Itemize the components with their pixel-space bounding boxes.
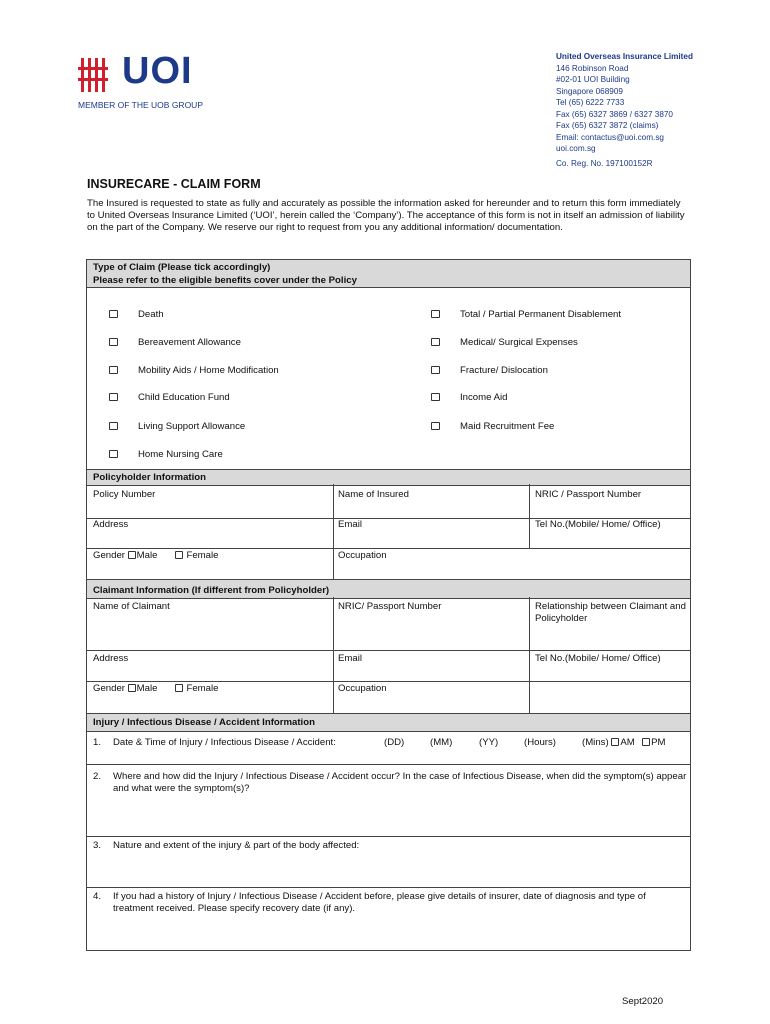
claim-type-heading: Type of Claim (Please tick accordingly) bbox=[93, 262, 271, 273]
policyholder-heading: Policyholder Information bbox=[93, 472, 207, 483]
income-aid-checkbox[interactable] bbox=[431, 393, 440, 401]
claimant-gender-label: Gender bbox=[93, 683, 125, 694]
living-support-checkbox[interactable] bbox=[109, 422, 118, 430]
day-field[interactable]: (DD) bbox=[384, 737, 405, 748]
gender-label: Gender bbox=[93, 550, 125, 561]
q4-label: If you had a history of Injury / Infectious Disease / Accident before, please give details of insurer, date of diagnosis and type of treatment received. Please specify recovery date (if any). bbox=[113, 891, 646, 914]
q3-label: Nature and extent of the injury & part of the body affected: bbox=[113, 840, 360, 851]
injury-heading: Injury / Infectious Disease / Accident Information bbox=[93, 717, 315, 728]
fracture-checkbox[interactable] bbox=[431, 366, 440, 374]
q3-number: 3. bbox=[93, 840, 102, 851]
logo-tagline: MEMBER OF THE UOB GROUP bbox=[78, 100, 203, 110]
claimant-male-checkbox[interactable] bbox=[128, 684, 136, 692]
maid-recruitment-label: Maid Recruitment Fee bbox=[460, 421, 555, 432]
fracture-label: Fracture/ Dislocation bbox=[460, 365, 548, 376]
claimant-gender-field bbox=[93, 683, 218, 695]
company-fax: Fax (65) 6327 3869 / 6327 3870 bbox=[556, 109, 673, 119]
intro-paragraph: The Insured is requested to state as fully and accurately as possible the information asked for hereunder and to return this form immediately to United Overseas Insurance Limited (‘UOI’, herein called the ‘Company’). The acceptance of this form is not in itself an admission of liability on the part of the Company. We reserve our right to request from you any additional information/ documentation. bbox=[87, 198, 685, 234]
claimant-female-checkbox[interactable] bbox=[175, 684, 183, 692]
medical-expenses-label: Medical/ Surgical Expenses bbox=[460, 337, 578, 348]
address-line: #02-01 UOI Building bbox=[556, 75, 630, 84]
death-label: Death bbox=[138, 309, 164, 320]
uoi-logo-mark-icon bbox=[78, 56, 118, 94]
address-field[interactable]: Address bbox=[93, 519, 129, 530]
company-website: uoi.com.sg bbox=[556, 144, 596, 153]
claimant-heading: Claimant Information (If different from Policyholder) bbox=[93, 585, 330, 596]
q1-label: Date & Time of Injury / Infectious Disease / Accident: bbox=[113, 737, 336, 748]
address-line: Singapore 068909 bbox=[556, 86, 623, 96]
q4-number: 4. bbox=[93, 891, 102, 902]
q2-label: Where and how did the Injury / Infectious Disease / Accident occur? In the case of Infectious Disease, when did the symptom(s) appear and what were the symptom(s)? bbox=[113, 771, 687, 794]
form-version: Sept2020 bbox=[622, 996, 664, 1007]
month-field[interactable]: (MM) bbox=[430, 737, 453, 748]
company-fax-claims: Fax (65) 6327 3872 (claims) bbox=[556, 121, 659, 130]
child-education-label: Child Education Fund bbox=[138, 392, 230, 403]
female-checkbox[interactable] bbox=[175, 551, 183, 559]
mins-label[interactable]: (Mins) bbox=[582, 737, 609, 748]
relationship-field[interactable]: Relationship between Claimant and Policyholder bbox=[535, 601, 686, 624]
pm-checkbox[interactable] bbox=[642, 738, 650, 746]
company-tel: Tel (65) 6222 7733 bbox=[556, 98, 625, 107]
female-label: Female bbox=[186, 550, 219, 561]
maid-recruitment-checkbox[interactable] bbox=[431, 422, 440, 430]
permanent-disablement-checkbox[interactable] bbox=[431, 310, 440, 318]
q2-number: 2. bbox=[93, 771, 102, 782]
child-education-checkbox[interactable] bbox=[109, 393, 118, 401]
claimant-occupation-field[interactable]: Occupation bbox=[338, 683, 387, 694]
logo-wordmark: UOI bbox=[122, 50, 193, 92]
mins-field bbox=[582, 737, 665, 749]
home-nursing-label: Home Nursing Care bbox=[138, 449, 223, 460]
income-aid-label: Income Aid bbox=[460, 392, 508, 403]
company-email: Email: contactus@uoi.com.sg bbox=[556, 132, 664, 142]
uoi-logo bbox=[78, 50, 228, 116]
claimant-email-field[interactable]: Email bbox=[338, 653, 362, 664]
living-support-label: Living Support Allowance bbox=[138, 421, 246, 432]
am-checkbox[interactable] bbox=[611, 738, 619, 746]
company-name: United Overseas Insurance Limited bbox=[556, 52, 693, 61]
name-of-insured-field[interactable]: Name of Insured bbox=[338, 489, 409, 500]
claimant-female-label: Female bbox=[186, 683, 219, 694]
claimant-tel-field[interactable]: Tel No.(Mobile/ Home/ Office) bbox=[535, 653, 661, 664]
male-label: Male bbox=[136, 550, 158, 561]
am-label: AM bbox=[620, 737, 635, 748]
company-reg-no: Co. Reg. No. 197100152R bbox=[556, 158, 653, 168]
claim-type-subheading: Please refer to the eligible benefits cover under the Policy bbox=[93, 275, 357, 286]
permanent-disablement-label: Total / Partial Permanent Disablement bbox=[460, 309, 622, 320]
policy-number-field[interactable]: Policy Number bbox=[93, 489, 156, 500]
company-address bbox=[556, 51, 693, 169]
email-field[interactable]: Email bbox=[338, 519, 362, 530]
hours-field[interactable]: (Hours) bbox=[524, 737, 556, 748]
medical-expenses-checkbox[interactable] bbox=[431, 338, 440, 346]
claimant-male-label: Male bbox=[136, 683, 158, 694]
tel-field[interactable]: Tel No.(Mobile/ Home/ Office) bbox=[535, 519, 661, 530]
mobility-aids-checkbox[interactable] bbox=[109, 366, 118, 374]
claim-form bbox=[86, 259, 691, 951]
q1-number: 1. bbox=[93, 737, 102, 748]
year-field[interactable]: (YY) bbox=[479, 737, 499, 748]
pm-label: PM bbox=[651, 737, 666, 748]
form-title: INSURECARE - CLAIM FORM bbox=[87, 177, 261, 191]
death-checkbox[interactable] bbox=[109, 310, 118, 318]
male-checkbox[interactable] bbox=[128, 551, 136, 559]
address-line: 146 Robinson Road bbox=[556, 63, 629, 73]
claimant-nric-field[interactable]: NRIC/ Passport Number bbox=[338, 601, 442, 612]
mobility-aids-label: Mobility Aids / Home Modification bbox=[138, 365, 279, 376]
claimant-address-field[interactable]: Address bbox=[93, 653, 129, 664]
occupation-field[interactable]: Occupation bbox=[338, 550, 387, 561]
nric-field[interactable]: NRIC / Passport Number bbox=[535, 489, 642, 500]
claimant-name-field[interactable]: Name of Claimant bbox=[93, 601, 170, 612]
gender-field bbox=[93, 550, 218, 562]
bereavement-checkbox[interactable] bbox=[109, 338, 118, 346]
home-nursing-checkbox[interactable] bbox=[109, 450, 118, 458]
bereavement-label: Bereavement Allowance bbox=[138, 337, 241, 348]
